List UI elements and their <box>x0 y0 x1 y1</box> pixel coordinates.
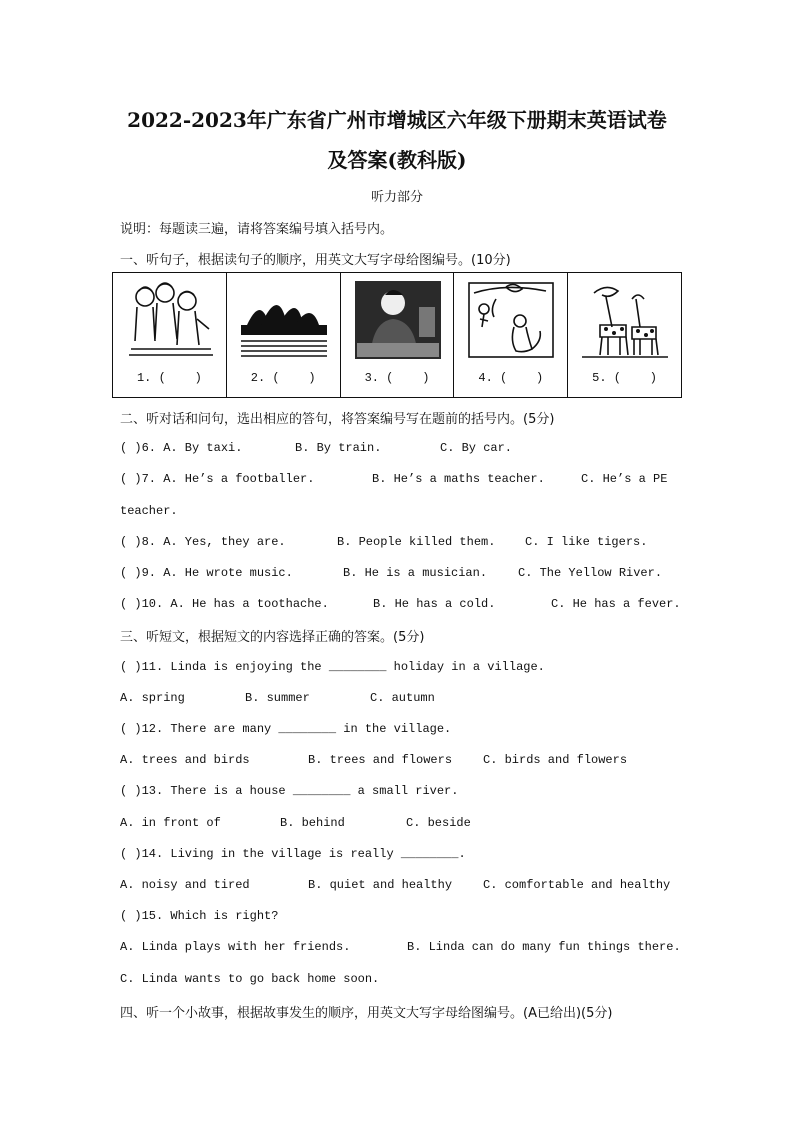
instruction-text: 说明：每题读三遍，请将答案编号填入括号内。 <box>120 222 394 237</box>
q14-option-a: A. noisy and tired <box>120 878 250 892</box>
q8-option-c: C. I like tigers. <box>525 535 648 549</box>
q12-stem: ( )12. There are many ________ in the village. <box>120 722 452 736</box>
q12-option-b: B. trees and flowers <box>308 753 453 767</box>
q15-option-b: B. Linda can do many fun things there. <box>407 940 681 954</box>
picture-label-5: 5. ( ) <box>592 371 657 385</box>
picture-label-3: 3. ( ) <box>364 371 430 385</box>
q15-stem: ( )15. Which is right? <box>120 909 279 923</box>
q7-option-a: ( )7. A. He’s a footballer. <box>120 472 315 486</box>
man-at-desk-icon <box>353 279 443 361</box>
q14-stem: ( )14. Living in the village is really ________. <box>120 847 466 861</box>
picture-cell-3 <box>341 273 455 397</box>
q11-stem: ( )11. Linda is enjoying the ________ holiday in a village. <box>120 660 545 674</box>
q13-option-c: C. beside <box>406 816 471 830</box>
q8-option-a: ( )8. A. Yes, they are. <box>120 535 286 549</box>
q10-option-c: C. He has a fever. <box>551 597 681 611</box>
q8-option-b: B. People killed them. <box>337 535 496 549</box>
q14-option-b: B. quiet and healthy <box>308 878 453 892</box>
picture-table <box>112 272 682 398</box>
exam-title-line2: 及答案(教科版) <box>327 148 467 172</box>
picture-cell-5 <box>568 273 681 397</box>
q11-option-a: A. spring <box>120 691 185 705</box>
q9-option-a: ( )9. A. He wrote music. <box>120 566 293 580</box>
picture-label-2: 2. ( ) <box>250 371 316 385</box>
q9-option-b: B. He is a musician. <box>343 566 488 580</box>
giraffes-icon <box>580 279 670 361</box>
q11-option-c: C. autumn <box>370 691 435 705</box>
q12-option-a: A. trees and birds <box>120 753 250 767</box>
q7-option-c-cont: teacher. <box>120 504 178 518</box>
q11-option-b: B. summer <box>245 691 310 705</box>
q6-option-b: B. By train. <box>295 441 382 455</box>
children-group-icon <box>125 279 215 361</box>
picture-cell-2 <box>227 273 341 397</box>
exam-title-line1: 2022-2023年广东省广州市增城区六年级下册期末英语试卷 <box>127 108 667 132</box>
q9-option-c: C. The Yellow River. <box>518 566 663 580</box>
q13-option-a: A. in front of <box>120 816 221 830</box>
picture-cell-4 <box>454 273 568 397</box>
opera-house-icon <box>239 279 329 361</box>
q6-option-c: C. By car. <box>440 441 513 455</box>
q10-option-b: B. He has a cold. <box>373 597 496 611</box>
picture-label-1: 1. ( ) <box>136 371 202 385</box>
q7-option-c: C. He’s a PE <box>581 472 668 486</box>
q10-option-a: ( )10. A. He has a toothache. <box>120 597 329 611</box>
monkey-fox-icon <box>466 279 556 361</box>
q13-stem: ( )13. There is a house ________ a small river. <box>120 784 459 798</box>
q15-option-c: C. Linda wants to go back home soon. <box>120 972 380 986</box>
part1-heading: 一、听句子，根据读句子的顺序，用英文大写字母给图编号。(10分) <box>120 253 511 268</box>
q7-option-b: B. He’s a maths teacher. <box>372 472 545 486</box>
part4-heading: 四、听一个小故事，根据故事发生的顺序，用英文大写字母给图编号。(A已给出)(5分) <box>120 1006 613 1021</box>
q12-option-c: C. birds and flowers <box>483 753 628 767</box>
section-name: 听力部分 <box>370 190 423 205</box>
picture-label-4: 4. ( ) <box>478 371 544 385</box>
part3-heading: 三、听短文，根据短文的内容选择正确的答案。(5分) <box>120 630 425 645</box>
q6-option-a: ( )6. A. By taxi. <box>120 441 243 455</box>
q15-option-a: A. Linda plays with her friends. <box>120 940 351 954</box>
q14-option-c: C. comfortable and healthy <box>483 878 671 892</box>
picture-cell-1 <box>113 273 227 397</box>
part2-heading: 二、听对话和问句，选出相应的答句，将答案编号写在题前的括号内。(5分) <box>120 412 555 427</box>
q13-option-b: B. behind <box>280 816 345 830</box>
